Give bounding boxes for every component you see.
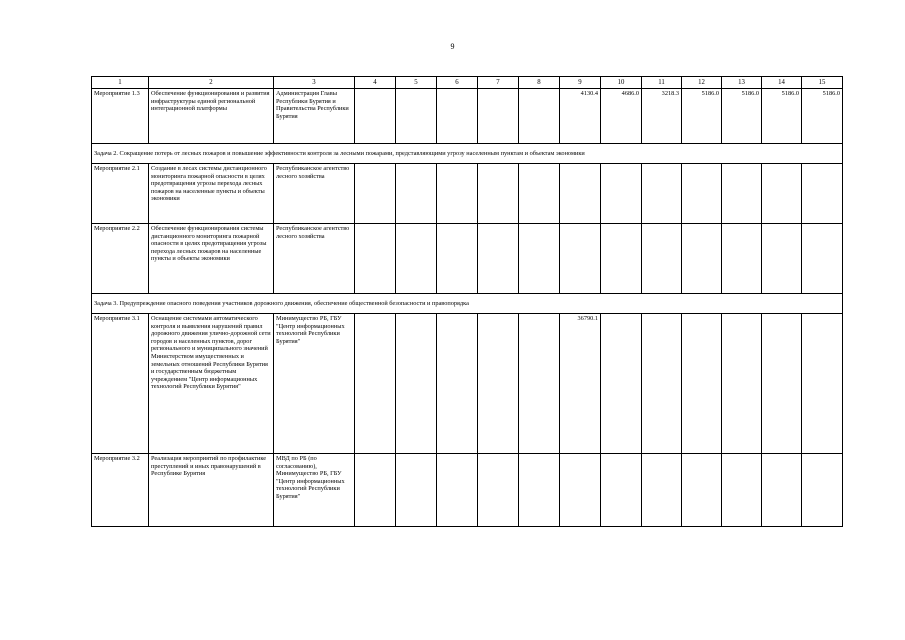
value-cell <box>355 314 396 454</box>
measure-executor: МВД по РБ (по согласованию), Минимущество РБ, ГБУ "Центр информационных технологий Республики Бурятия" <box>274 454 355 527</box>
measure-label: Мероприятие 1.3 <box>92 89 149 144</box>
value-cell <box>355 454 396 527</box>
header-cell: 5 <box>396 77 437 89</box>
table-row <box>92 164 843 224</box>
value-cell <box>396 224 437 294</box>
measure-description: Оснащение системами автоматического контроля и выявления нарушений правил дорожного движения улично-дорожной сети городов и населенных пунктов, дорог регионального и муниципального значений Министерством имущественных и земельных отношений Республики Бурятия и государственным бюджетным учреждением "Центр информационных технологий Республики Бурятия" <box>149 314 274 454</box>
page-number: 9 <box>450 42 455 51</box>
value-cell <box>478 314 519 454</box>
value-cell <box>437 89 478 144</box>
value-cell <box>355 224 396 294</box>
value-cell <box>396 454 437 527</box>
value-cell <box>802 164 843 224</box>
header-cell: 10 <box>601 77 642 89</box>
table-row <box>92 454 843 527</box>
header-cell: 4 <box>355 77 396 89</box>
value-cell <box>802 224 843 294</box>
value-cell <box>437 454 478 527</box>
measure-label: Мероприятие 3.1 <box>92 314 149 454</box>
header-cell: 7 <box>478 77 519 89</box>
value-cell <box>642 224 682 294</box>
value-cell <box>601 314 642 454</box>
value-cell <box>355 164 396 224</box>
value-cell <box>762 454 802 527</box>
value-cell <box>478 89 519 144</box>
value-cell <box>355 89 396 144</box>
value-cell <box>682 454 722 527</box>
task-row <box>92 144 843 164</box>
value-cell <box>437 224 478 294</box>
value-cell <box>762 164 802 224</box>
value-cell <box>601 164 642 224</box>
value-cell <box>478 164 519 224</box>
value-cell <box>682 164 722 224</box>
value-cell <box>478 224 519 294</box>
table-row <box>92 224 843 294</box>
value-cell <box>519 224 560 294</box>
value-cell <box>722 454 762 527</box>
header-row <box>92 77 843 89</box>
header-cell: 14 <box>762 77 802 89</box>
header-cell: 2 <box>149 77 274 89</box>
measure-executor: Администрация Главы Республики Бурятия и Правительства Республики Бурятия <box>274 89 355 144</box>
value-cell <box>722 314 762 454</box>
value-cell <box>560 454 601 527</box>
header-cell: 12 <box>682 77 722 89</box>
value-cell <box>519 164 560 224</box>
value-cell <box>437 164 478 224</box>
value-cell: 5186.0 <box>802 89 843 144</box>
measure-description: Реализация мероприятий по профилактике преступлений и иных правонарушений в Республике Бурятия <box>149 454 274 527</box>
header-cell: 9 <box>560 77 601 89</box>
value-cell <box>437 314 478 454</box>
program-measures-table <box>91 76 843 527</box>
value-cell <box>601 224 642 294</box>
task-heading: Задача 2. Сокращение потерь от лесных пожаров и повышение эффективности контроля за лесными пожарами, представляющими угрозу населенным пунктам и объектам экономики <box>92 144 843 164</box>
value-cell: 3218.3 <box>642 89 682 144</box>
task-heading: Задача 3. Предупреждение опасного поведения участников дорожного движения, обеспечение общественной безопасности и правопорядка <box>92 294 843 314</box>
measure-description: Создание в лесах системы дистанционного мониторинга пожарной опасности в целях предотвращения угрозы перехода лесных пожаров на населенные пункты и объекты экономики <box>149 164 274 224</box>
value-cell <box>722 224 762 294</box>
measure-label: Мероприятие 2.1 <box>92 164 149 224</box>
header-cell: 1 <box>92 77 149 89</box>
measure-executor: Республиканское агентство лесного хозяйства <box>274 224 355 294</box>
value-cell: 4686.0 <box>601 89 642 144</box>
value-cell <box>478 454 519 527</box>
value-cell <box>560 164 601 224</box>
value-cell <box>601 454 642 527</box>
value-cell <box>802 314 843 454</box>
value-cell <box>762 314 802 454</box>
measure-executor: Минимущество РБ, ГБУ "Центр информационных технологий Республики Бурятия" <box>274 314 355 454</box>
header-cell: 15 <box>802 77 843 89</box>
value-cell <box>762 224 802 294</box>
header-cell: 8 <box>519 77 560 89</box>
value-cell <box>519 454 560 527</box>
value-cell <box>396 164 437 224</box>
value-cell: 4130.4 <box>560 89 601 144</box>
header-cell: 11 <box>642 77 682 89</box>
value-cell: 5186.0 <box>762 89 802 144</box>
table-row <box>92 89 843 144</box>
measure-description: Обеспечение функционирования системы дистанционного мониторинга пожарной опасности в целях предотвращения угрозы перехода лесных пожаров на населенные пункты и объекты экономики <box>149 224 274 294</box>
value-cell <box>642 164 682 224</box>
value-cell: 5186.0 <box>682 89 722 144</box>
value-cell <box>396 89 437 144</box>
value-cell <box>642 314 682 454</box>
measure-label: Мероприятие 3.2 <box>92 454 149 527</box>
header-cell: 3 <box>274 77 355 89</box>
measure-label: Мероприятие 2.2 <box>92 224 149 294</box>
measure-executor: Республиканское агентство лесного хозяйства <box>274 164 355 224</box>
value-cell <box>802 454 843 527</box>
value-cell <box>396 314 437 454</box>
header-cell: 13 <box>722 77 762 89</box>
value-cell: 5186.0 <box>722 89 762 144</box>
task-row <box>92 294 843 314</box>
value-cell <box>682 314 722 454</box>
measure-description: Обеспечение функционирования и развития инфраструктуры единой региональной интеграционной платформы <box>149 89 274 144</box>
value-cell <box>519 314 560 454</box>
value-cell: 36790.1 <box>560 314 601 454</box>
value-cell <box>682 224 722 294</box>
table-row <box>92 314 843 454</box>
value-cell <box>560 224 601 294</box>
value-cell <box>519 89 560 144</box>
header-cell: 6 <box>437 77 478 89</box>
value-cell <box>722 164 762 224</box>
value-cell <box>642 454 682 527</box>
